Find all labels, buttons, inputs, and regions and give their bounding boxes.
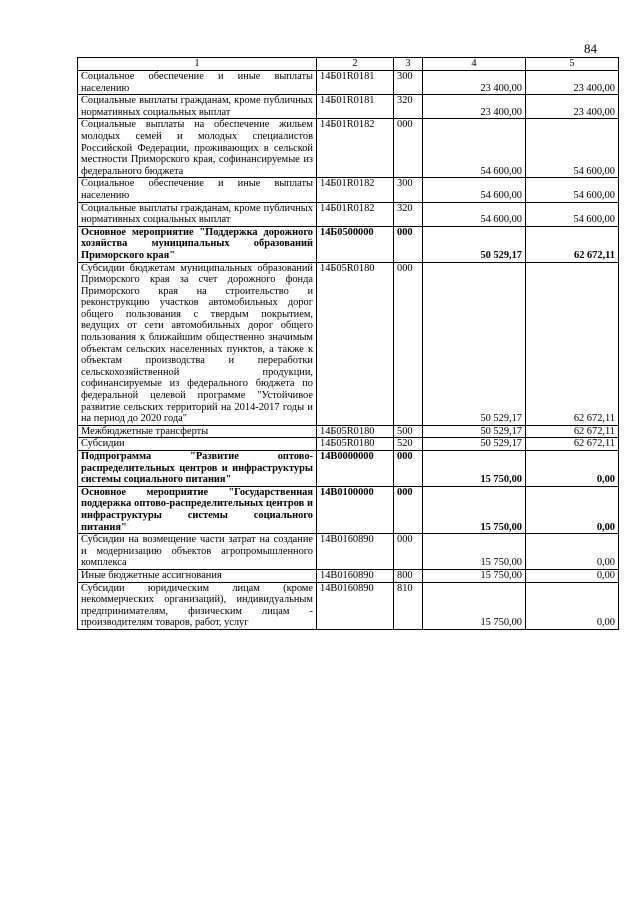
- row-value-2: 0,00: [526, 451, 619, 487]
- row-name: Субсидии: [78, 438, 317, 451]
- row-name: Основное мероприятие "Поддержка дорожного хозяйства муниципальных образований Приморского края": [78, 226, 317, 262]
- row-code: 14Б01R0182: [317, 178, 394, 202]
- row-value-2: 54 600,00: [526, 202, 619, 226]
- row-code: 14Б05R0180: [317, 262, 394, 425]
- row-code: 14Б05R0180: [317, 425, 394, 438]
- row-type: 800: [394, 569, 423, 582]
- row-code: 14Б01R0182: [317, 202, 394, 226]
- row-value-2: 0,00: [526, 534, 619, 570]
- row-name: Субсидии на возмещение части затрат на создание и модернизацию объектов агропромышленного комплекса: [78, 534, 317, 570]
- row-value-2: 62 672,11: [526, 262, 619, 425]
- header-col-5: 5: [526, 58, 619, 71]
- row-value-1: 15 750,00: [423, 582, 526, 629]
- row-value-2: 0,00: [526, 582, 619, 629]
- table-row: [78, 582, 619, 629]
- row-type: 000: [394, 226, 423, 262]
- row-name: Субсидии юридическим лицам (кроме некоммерческих организаций), индивидуальным предпринимателям, физическим лицам - производителям товаров, работ, услуг: [78, 582, 317, 629]
- row-type: 520: [394, 438, 423, 451]
- table-row: [78, 95, 619, 119]
- row-value-1: 15 750,00: [423, 451, 526, 487]
- row-value-1: 23 400,00: [423, 71, 526, 95]
- row-code: 14В0160890: [317, 534, 394, 570]
- page-number: 84: [584, 41, 597, 56]
- row-name: Межбюджетные трансферты: [78, 425, 317, 438]
- row-name: Социальное обеспечение и иные выплаты населению: [78, 178, 317, 202]
- row-code: 14В0000000: [317, 451, 394, 487]
- table-row: [78, 262, 619, 425]
- row-type: 000: [394, 119, 423, 178]
- row-type: 500: [394, 425, 423, 438]
- row-value-2: 62 672,11: [526, 425, 619, 438]
- row-name: Социальные выплаты гражданам, кроме публичных нормативных социальных выплат: [78, 95, 317, 119]
- row-code: 14Б01R0181: [317, 95, 394, 119]
- row-type: 300: [394, 178, 423, 202]
- row-code: 14В0160890: [317, 582, 394, 629]
- row-value-1: 15 750,00: [423, 534, 526, 570]
- header-col-2: 2: [317, 58, 394, 71]
- table-row: [78, 226, 619, 262]
- row-type: 000: [394, 262, 423, 425]
- row-value-1: 54 600,00: [423, 119, 526, 178]
- row-name: Субсидии бюджетам муниципальных образований Приморского края за счет дорожного фонда Приморского края на строительство и реконструкцию участков автомобильных дорог общего пользования с твердым покрытием, ведущих от сети автомобильных дорог общего пользования к ближайшим общественно значимым объектам сельских населенных пунктов, а также к объектам производства и переработки сельскохозяйственной продукции, софинансируемые из федерального бюджета по федеральной целевой программе "Устойчивое развитие сельских территорий на 2014-2017 годы и на период до 2020 года": [78, 262, 317, 425]
- row-type: 000: [394, 486, 423, 533]
- table-header-row: [78, 58, 619, 71]
- row-name: Социальные выплаты гражданам, кроме публичных нормативных социальных выплат: [78, 202, 317, 226]
- table-row: [78, 569, 619, 582]
- row-code: 14В0160890: [317, 569, 394, 582]
- row-name: Иные бюджетные ассигнования: [78, 569, 317, 582]
- row-name: Социальные выплаты на обеспечение жильем молодых семей и молодых специалистов Российской Федерации, проживающих в сельской местности Приморского края, софинансируемые из федерального бюджета: [78, 119, 317, 178]
- row-value-2: 0,00: [526, 569, 619, 582]
- row-value-1: 50 529,17: [423, 226, 526, 262]
- row-code: 14Б05R0180: [317, 438, 394, 451]
- row-type: 320: [394, 202, 423, 226]
- row-value-2: 23 400,00: [526, 71, 619, 95]
- row-code: 14Б0500000: [317, 226, 394, 262]
- table-row: [78, 202, 619, 226]
- row-type: 000: [394, 534, 423, 570]
- row-name: Социальное обеспечение и иные выплаты населению: [78, 71, 317, 95]
- table-row: [78, 438, 619, 451]
- row-value-1: 50 529,17: [423, 425, 526, 438]
- table-row: [78, 451, 619, 487]
- row-name: Основное мероприятие "Государственная поддержка оптово-распределительных центров и инфраструктуры системы социального питания": [78, 486, 317, 533]
- row-value-1: 23 400,00: [423, 95, 526, 119]
- row-value-1: 50 529,17: [423, 262, 526, 425]
- row-type: 300: [394, 71, 423, 95]
- row-value-1: 54 600,00: [423, 202, 526, 226]
- header-col-4: 4: [423, 58, 526, 71]
- row-value-2: 23 400,00: [526, 95, 619, 119]
- row-type: 320: [394, 95, 423, 119]
- table-row: [78, 71, 619, 95]
- row-value-1: 50 529,17: [423, 438, 526, 451]
- table-row: [78, 425, 619, 438]
- row-code: 14Б01R0182: [317, 119, 394, 178]
- table-row: [78, 534, 619, 570]
- header-col-3: 3: [394, 58, 423, 71]
- row-type: 810: [394, 582, 423, 629]
- row-code: 14Б01R0181: [317, 71, 394, 95]
- budget-table: [77, 57, 619, 630]
- row-name: Подпрограмма "Развитие оптово-распределительных центров и инфраструктуры системы социального питания": [78, 451, 317, 487]
- row-value-1: 15 750,00: [423, 569, 526, 582]
- row-code: 14В0100000: [317, 486, 394, 533]
- row-value-1: 15 750,00: [423, 486, 526, 533]
- header-col-1: 1: [78, 58, 317, 71]
- row-value-2: 54 600,00: [526, 178, 619, 202]
- table-row: [78, 486, 619, 533]
- row-value-2: 54 600,00: [526, 119, 619, 178]
- row-value-2: 62 672,11: [526, 226, 619, 262]
- table-row: [78, 178, 619, 202]
- row-value-2: 62 672,11: [526, 438, 619, 451]
- row-type: 000: [394, 451, 423, 487]
- row-value-2: 0,00: [526, 486, 619, 533]
- row-value-1: 54 600,00: [423, 178, 526, 202]
- table-row: [78, 119, 619, 178]
